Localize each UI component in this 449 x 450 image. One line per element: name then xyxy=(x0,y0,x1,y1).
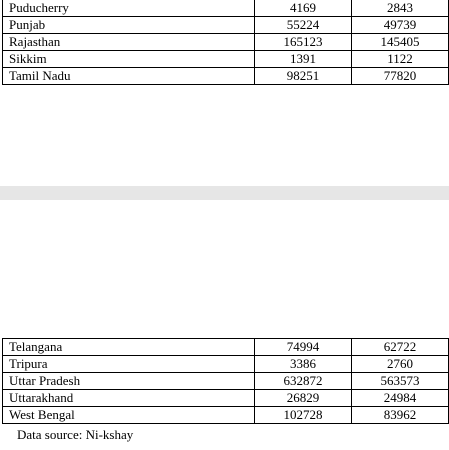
state-cell: Puducherry xyxy=(3,0,255,17)
value-cell-2: 1122 xyxy=(351,51,448,68)
value-cell-2: 24984 xyxy=(352,390,449,407)
value-cell-2: 145405 xyxy=(351,34,448,51)
table-row xyxy=(3,356,449,373)
state-cell: Sikkim xyxy=(3,51,255,68)
state-cell: Uttar Pradesh xyxy=(3,373,255,390)
value-cell-1: 4169 xyxy=(254,0,351,17)
value-cell-1: 3386 xyxy=(255,356,352,373)
state-cell: West Bengal xyxy=(3,407,255,424)
state-cell: Uttarakhand xyxy=(3,390,255,407)
table-row xyxy=(3,339,449,356)
state-cell: Telangana xyxy=(3,339,255,356)
state-cell: Tamil Nadu xyxy=(3,68,255,85)
value-cell-1: 26829 xyxy=(255,390,352,407)
value-cell-1: 74994 xyxy=(255,339,352,356)
value-cell-1: 98251 xyxy=(254,68,351,85)
value-cell-2: 563573 xyxy=(352,373,449,390)
table-row xyxy=(3,68,449,85)
value-cell-2: 49739 xyxy=(351,17,448,34)
value-cell-1: 165123 xyxy=(254,34,351,51)
table-row xyxy=(3,0,449,17)
value-cell-1: 102728 xyxy=(255,407,352,424)
value-cell-1: 1391 xyxy=(254,51,351,68)
data-table-top xyxy=(2,0,449,85)
table-row xyxy=(3,390,449,407)
value-cell-1: 632872 xyxy=(255,373,352,390)
data-table-bottom xyxy=(2,338,449,424)
value-cell-2: 77820 xyxy=(351,68,448,85)
state-cell: Tripura xyxy=(3,356,255,373)
value-cell-2: 62722 xyxy=(352,339,449,356)
value-cell-2: 83962 xyxy=(352,407,449,424)
table-row xyxy=(3,34,449,51)
state-cell: Punjab xyxy=(3,17,255,34)
table-row xyxy=(3,373,449,390)
page-break-gap xyxy=(0,186,449,200)
data-source-note: Data source: Ni-kshay xyxy=(17,427,134,442)
table-row xyxy=(3,407,449,424)
table-row xyxy=(3,17,449,34)
value-cell-1: 55224 xyxy=(254,17,351,34)
table-row xyxy=(3,51,449,68)
state-cell: Rajasthan xyxy=(3,34,255,51)
value-cell-2: 2760 xyxy=(352,356,449,373)
value-cell-2: 2843 xyxy=(351,0,448,17)
